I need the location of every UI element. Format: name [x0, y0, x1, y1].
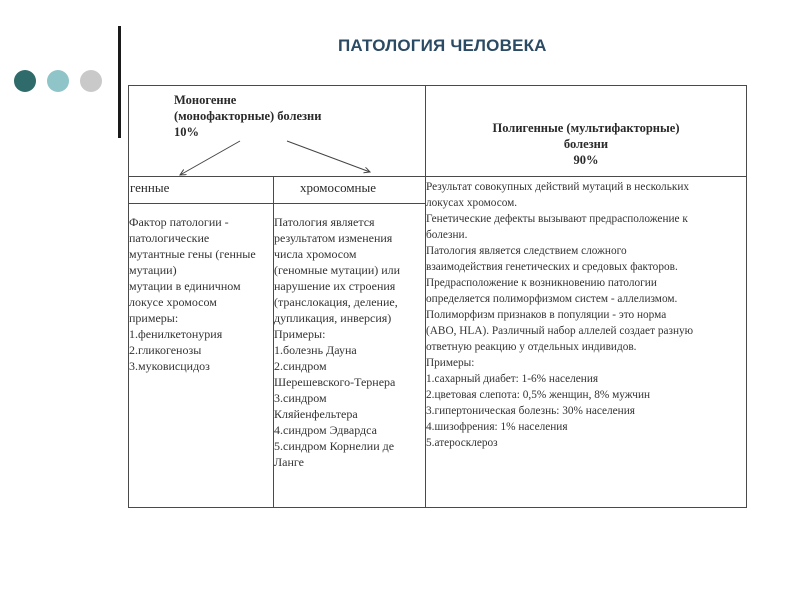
header-polygenic: Полигенные (мультифакторные) болезни 90%: [492, 121, 680, 167]
genic-text: Фактор патологии - патологические мутантные гены (генные мутации) мутации в единичном локусе хромосом примеры: 1.фенилкетонурия 2.гликогенозы 3.муковисцидоз: [129, 215, 256, 373]
arrow-left: [180, 141, 240, 175]
polygenic-text: Результат совокупных действий мутаций в нескольких локусах хромосом. Генетические дефекты вызывают предрасположение к болезни. Патология является следствием сложного взаимодействия генетических и средовых факторов. Предрасположение к возникновению патологии определяется полиморфизмом систем - аллелизмом. Полиморфизм признаков в популяции - это норма (АВО, HLA). Различный набор аллелей создает разную ответную реакцию у отдельных индивидов. Примеры: 1.сахарный диабет: 1-6% населения 2.цветовая слепота: 0,5% женщин, 8% мужчин 3.гипертоническая болезнь: 30% населения 4.шизофрения: 1% населения 5.атеросклероз: [426, 181, 694, 449]
chromosomal-text: Патология является результатом изменения числа хромосом (геномные мутации) или нарушение их строения (транслокация, деление, дупликация, инверсия) Примеры: 1.болезнь Дауна 2.синдром Шерешевского-Тернера 3.синдром Кляйенфельтера 4.синдром Эдвардса 5.синдром Корнелии де Ланге: [274, 215, 401, 469]
subheader-genic: генные: [130, 180, 170, 195]
header-monogenic: Моногенне (монофакторные) болезни 10%: [174, 93, 322, 139]
page-title: ПАТОЛОГИЯ ЧЕЛОВЕКА: [338, 36, 547, 55]
subheader-chromosomal: хромосомные: [300, 180, 377, 195]
arrow-right: [287, 141, 370, 172]
